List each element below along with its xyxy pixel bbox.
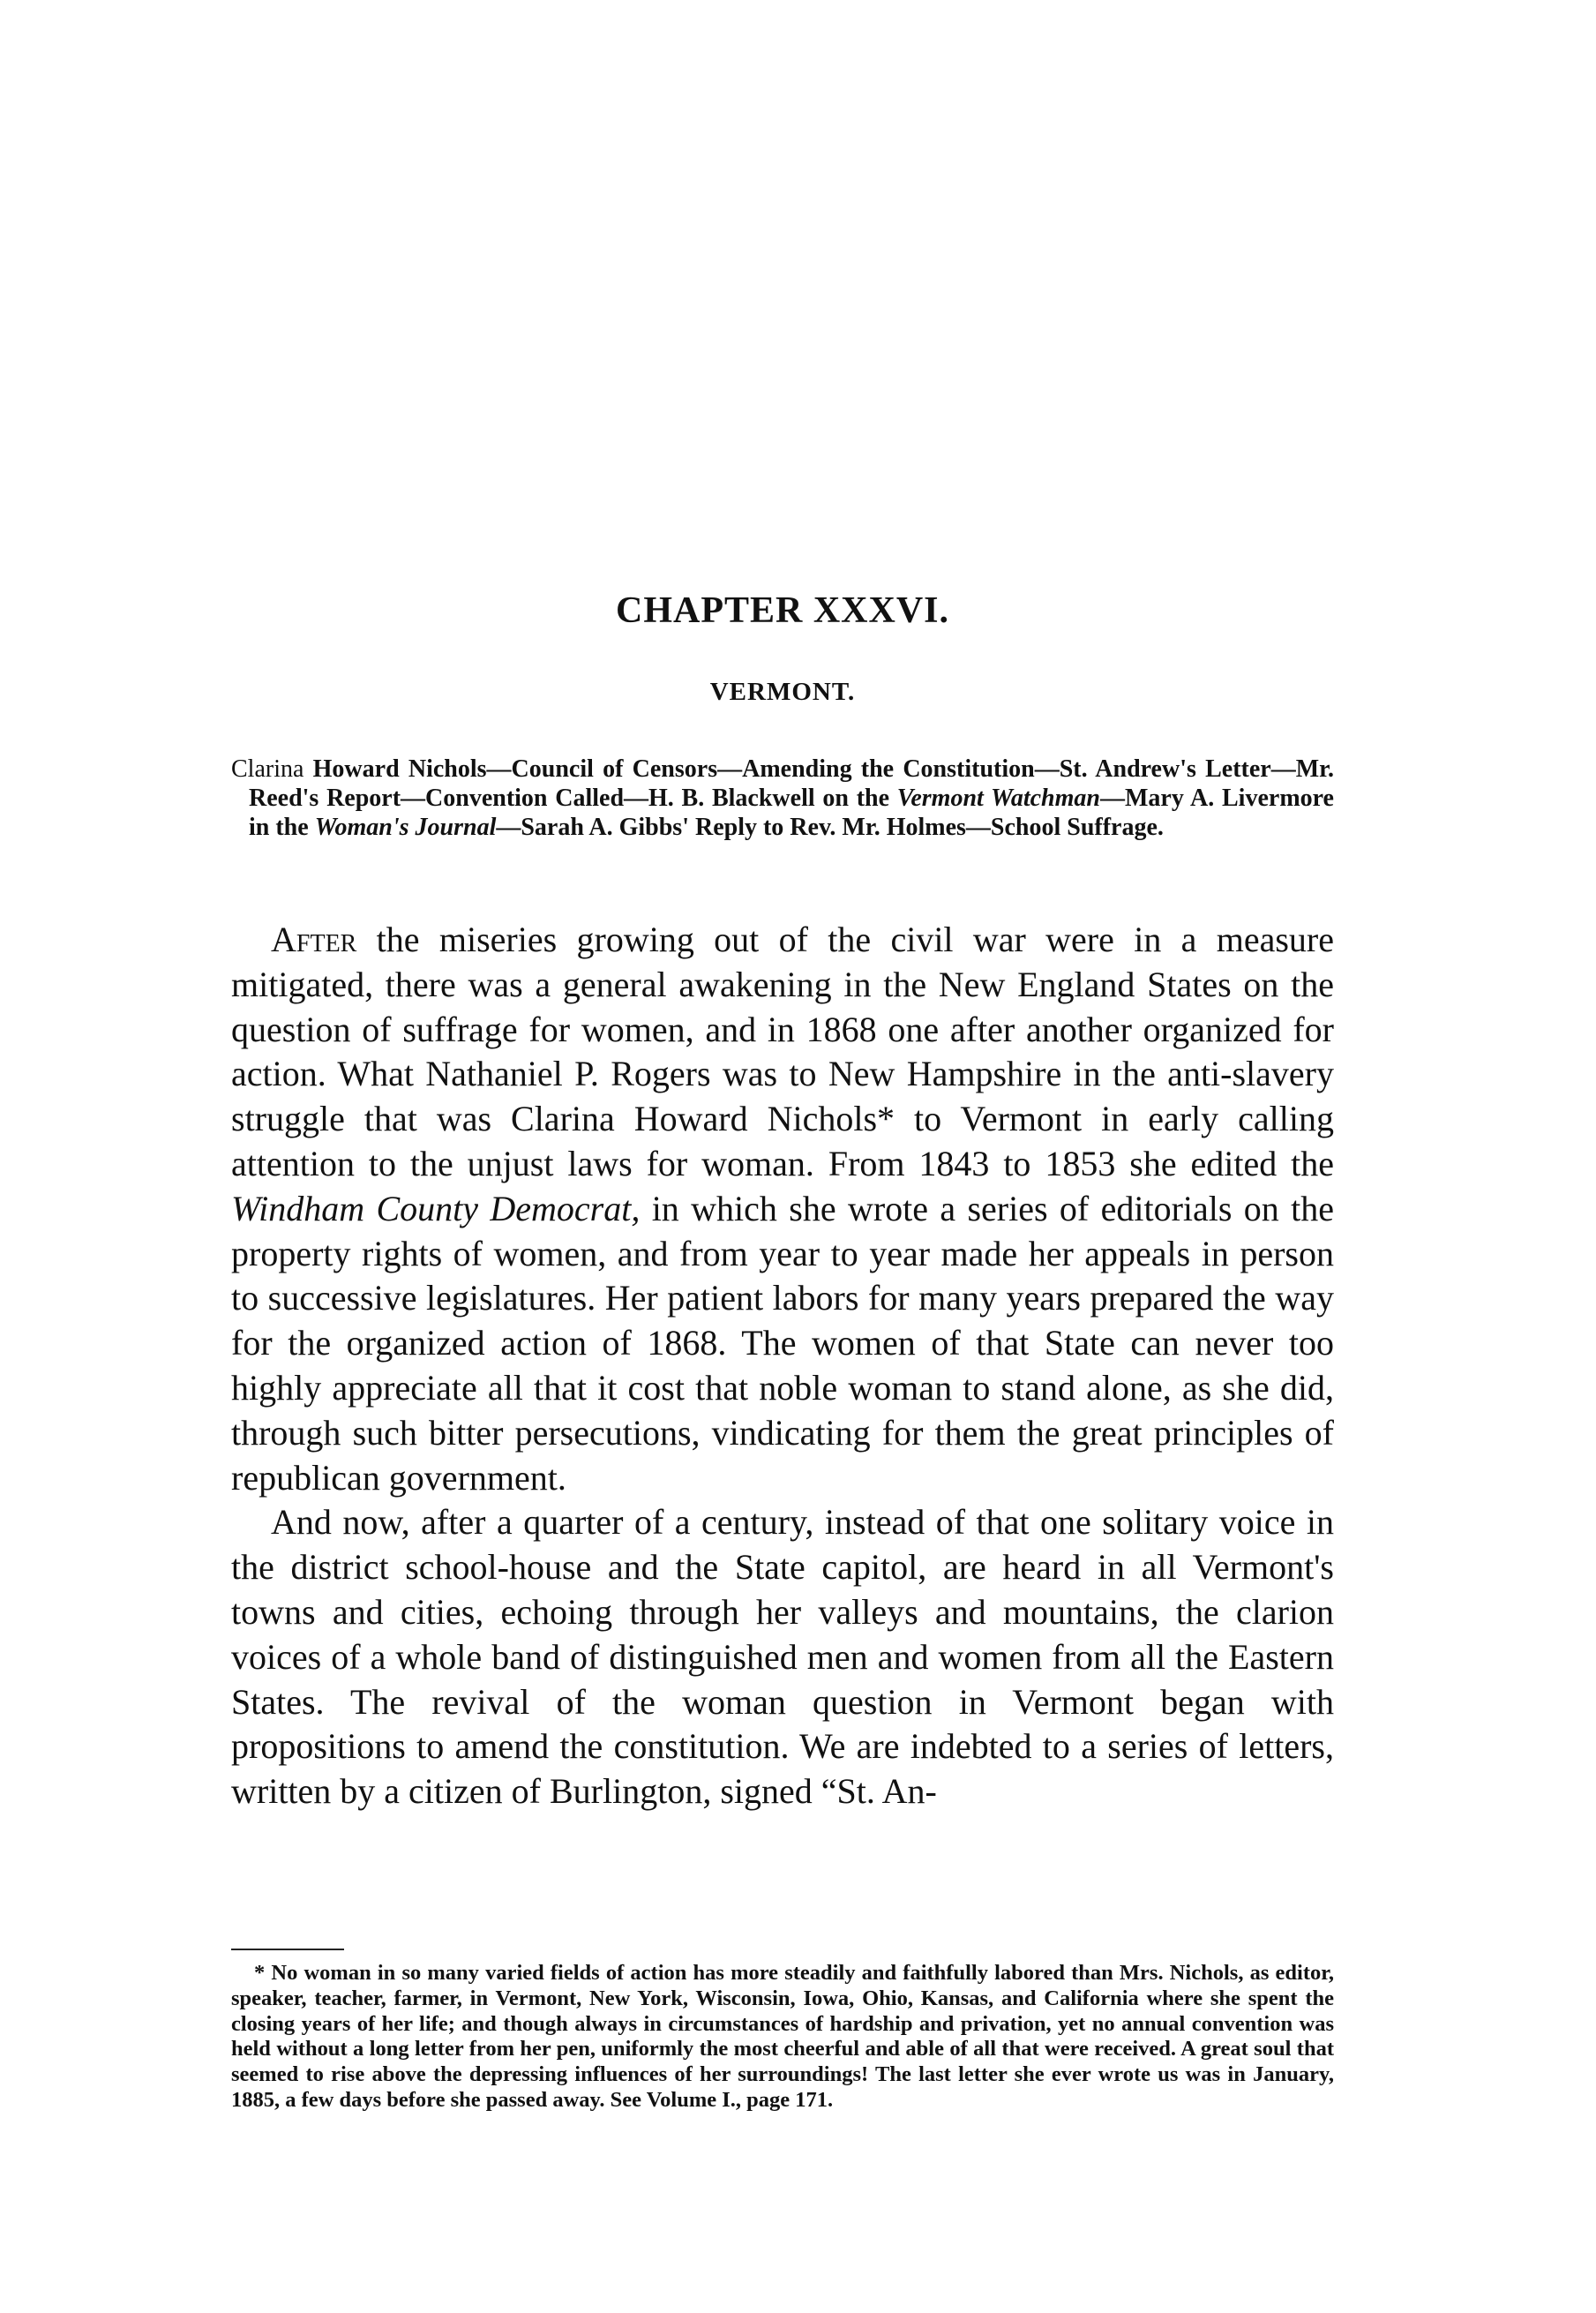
synopsis-text-3: —Sarah A. Gibbs' Reply to Rev. Mr. Holmes—School Suffrage. [496,814,1164,841]
paragraph-1-opening-word: After [271,920,357,959]
footnote-divider [231,1949,344,1950]
body-text [231,918,1334,1814]
synopsis-text-2: —Mary A. Livermore in the [249,785,1334,841]
paragraph-1-text-b: in which she wrote a series of editorials on the property rights of women, and from year to year made her appeals in person to successive legislatures. Her patient labors for many years prepared the way for the organized action of 1868. The women of that State can never too highly appreciate all that it cost that noble woman to stand alone, as she did, through such bitter persecutions, vindicating for them the great principles of republican government. [231,1188,1335,1498]
paragraph-1-newspaper-title: Windham County Democrat, [231,1188,641,1228]
paragraph-1-text-a: the miseries growing out of the civil war were in a measure mitigated, there was a general awakening in the New England States on the question of suffrage for women, and in 1868 one after another organized for action. What Nathaniel P. Rogers was to New Hampshire in the anti-slavery struggle that was Clarina Howard Nichols* to Vermont in early calling attention to the unjust laws for woman. From 1843 to 1853 she edited the [231,920,1334,1183]
paragraph-2: And now, after a quarter of a century, instead of that one solitary voice in the district school-house and the State capitol, are heard in all Vermont's towns and cities, echoing through her valleys and mountains, the clarion voices of a whole band of distinguished men and women from all the Eastern States. The revival of the woman question in Vermont began with propositions to amend the constitution. We are indebted to a series of letters, written by a citizen of Burlington, signed “St. An- [231,1502,1334,1812]
chapter-subtitle: VERMONT. [709,678,856,706]
synopsis-vermont-watchman: Vermont Watchman [896,785,1100,812]
chapter-synopsis [231,755,1334,842]
footnote: * No woman in so many varied fields of action has more steadily and faithfully labored than Mrs. Nichols, as editor, speaker, teacher, farmer, in Vermont, New York, Wisconsin, Iowa, Ohio, Kansas, and California where she spent the closing years of her life; and though always in circumstances of hardship and privation, yet no annual convention was held without a long letter from her pen, uniformly the most cheerful and able of all that were received. A great soul that seemed to rise above the depressing influences of her surroundings! The last letter she ever wrote us was in January, 1885, a few days before she passed away. See Volume I., page 171. [231,1961,1334,2112]
chapter-title: CHAPTER XXXVI. [615,590,949,631]
paragraph-1 [231,918,1334,1500]
synopsis-first-word: Clarina [231,755,304,783]
synopsis-text-1: Howard Nichols—Council of Censors—Amending the Constitution—St. Andrew's Letter—Mr. Reed's Report—Convention Called—H. B. Blackwell on the [249,755,1334,812]
synopsis-womans-journal: Woman's Journal [314,814,497,841]
